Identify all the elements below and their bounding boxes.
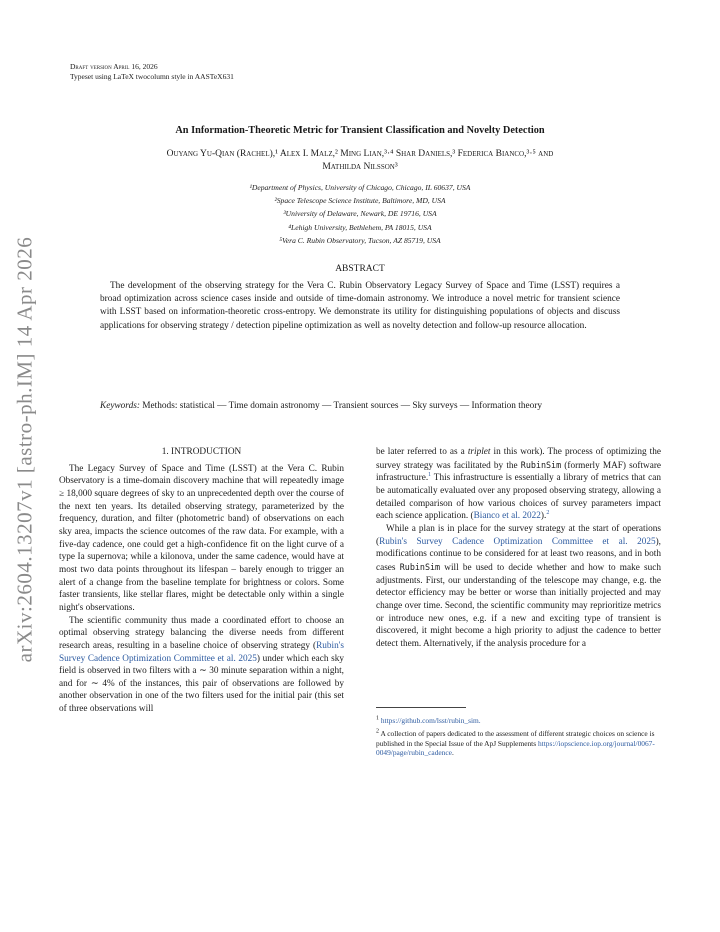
footnote-ref-1[interactable]: 1: [428, 472, 432, 479]
section-heading-introduction: 1. INTRODUCTION: [161, 447, 242, 457]
footnote-ref-2[interactable]: 2: [546, 510, 550, 517]
right-column: [376, 446, 661, 651]
footnote-rule: [376, 707, 466, 708]
abstract-heading: ABSTRACT: [335, 264, 385, 274]
affiliation-1: ¹Department of Physics, University of Chicago, Chicago, IL 60637, USA: [249, 183, 471, 192]
author-line-1: Ouyang Yu-Qian (Rachel),¹ Alex I. Malz,² Ming Lian,³·⁴ Shar Daniels,³ Federica Bianco,³·⁵ and: [166, 149, 554, 159]
intro-paragraph-2: The scientific community thus made a coordinated effort to choose an optimal observing strategy balancing the diverse needs from different research areas, resulting in a baseline choice of observing strategy (Rubin's Survey Cadence Optimization Committee et al. 2025) under which each sky field is observed in two filters with a ∼ 30 minute separation within a night, and for ∼ 4% of the instances, this pair of observations are followed by another observation in one of the two filters used for the initial pair (this set of three observations will: [59, 615, 344, 715]
arxiv-stamp: arXiv:2604.13207v1 [astro-ph.IM] 14 Apr 2026: [12, 236, 37, 663]
intro-paragraph-2-cont: be later referred to as a triplet in this work). The process of optimizing the survey strategy was facilitated by the RubinSim (formerly MAF) software infrastructure.$^1$ This infrastructure is essentially a library of metrics that can be automatically evaluated over any proposed observing strategy, allowing a detailed comparison of how various choices of survey parameters impact each science application. (Bianco et al. 2022).$^2$: [376, 447, 662, 522]
footnote-2: $^2$ A collection of papers dedicated to the assessment of different strategic choices on science is published in the Special Issue of the ApJ Supplements https://iopscience.iop.org/journal/0067-0049/page/rubin_cadence.: [376, 728, 655, 758]
affiliation-3: ³University of Delaware, Newark, DE 19716, USA: [283, 209, 437, 219]
intro-paragraph-3: While a plan is in place for the survey strategy at the start of operations (Rubin's Survey Cadence Optimization Committee et al. 2025), modifications continue to be considered for at least two reasons, and in both cases RubinSim will be used to decide whether and how to make such adjustments. First, our understanding of the telescope may change, e.g. the detector efficiency may be better or worse than initially projected and may change over time. Second, the scientific community may reprioritize metrics or introduce new ones, e.g. if a new and exciting type of transient is discovered, it might become a high priority to adjust the cadence to better detect them. Alternatively, if the analysis procedure for a: [376, 523, 661, 649]
keywords: Keywords: Methods: statistical — Time domain astronomy — Transient sources — Sky surveys — Information theory: [100, 401, 543, 411]
author-line-2: Mathilda Nilsson³: [322, 162, 398, 172]
typeset-note: Typeset using LaTeX twocolumn style in AASTeX631: [70, 72, 234, 81]
paper-title: An Information-Theoretic Metric for Transient Classification and Novelty Detection: [175, 125, 545, 136]
left-column: [59, 446, 344, 716]
footnote-2-link[interactable]: https://iopscience.iop.org/journal/0067-0049/page/rubin_cadence: [376, 738, 655, 758]
footnote-1-link[interactable]: https://github.com/lsst/rubin_sim.: [380, 716, 481, 725]
citation-rubin-scoc[interactable]: Rubin's Survey Cadence Optimization Committee et al. 2025: [59, 640, 344, 664]
affiliation-5: ⁵Vera C. Rubin Observatory, Tucson, AZ 85719, USA: [279, 235, 441, 245]
draft-version: Draft version April 16, 2026: [70, 62, 158, 71]
author-list: [90, 148, 630, 174]
citation-bianco-2022[interactable]: Bianco et al. 2022: [473, 511, 541, 522]
affiliations: [150, 181, 570, 247]
abstract-text: The development of the observing strategy for the Vera C. Rubin Observatory Legacy Survey of Space and Time (LSST) requires a broad optimization across science cases inside and outside of time-domain astronomy. We introduce a novel metric for transient science with LSST based on information-theoretic cross-entropy. We demonstrate its utility for distinguishing populations of objects and discuss applications for observing strategy / detection pipeline optimization as well as novelty detection and follow-up resource allocation.: [100, 281, 620, 331]
affiliation-4: ⁴Lehigh University, Bethlehem, PA 18015, USA: [288, 222, 432, 232]
footnote-1: $^1$ https://github.com/lsst/rubin_sim.: [376, 715, 481, 725]
citation-rubin-scoc-2[interactable]: Rubin's Survey Cadence Optimization Committee et al. 2025: [379, 536, 656, 547]
intro-paragraph-1: The Legacy Survey of Space and Time (LSST) at the Vera C. Rubin Observatory is a time-domain discovery machine that will repeatedly image ≥ 18,000 square degrees of sky to an unprecedented depth over the course of the next ten years. Its detailed observing strategy, parameterized by the frequency, duration, and filter (photometric band) of observations on each sky area, impacts the science outcomes of the raw data. For example, with a five-day cadence, one could get a high-confidence fit on the light curve of a type Ia supernova; while a kilonova, under the same cadence, would have at most two data points throughout its lifespan – barely enough to trigger an alert of a change from the baseline template for brightness or colors. Some faster transients, like stellar flares, might be detectable only within a single night's observations.: [59, 463, 344, 613]
affiliation-2: ²Space Telescope Science Institute, Baltimore, MD, USA: [274, 196, 446, 206]
